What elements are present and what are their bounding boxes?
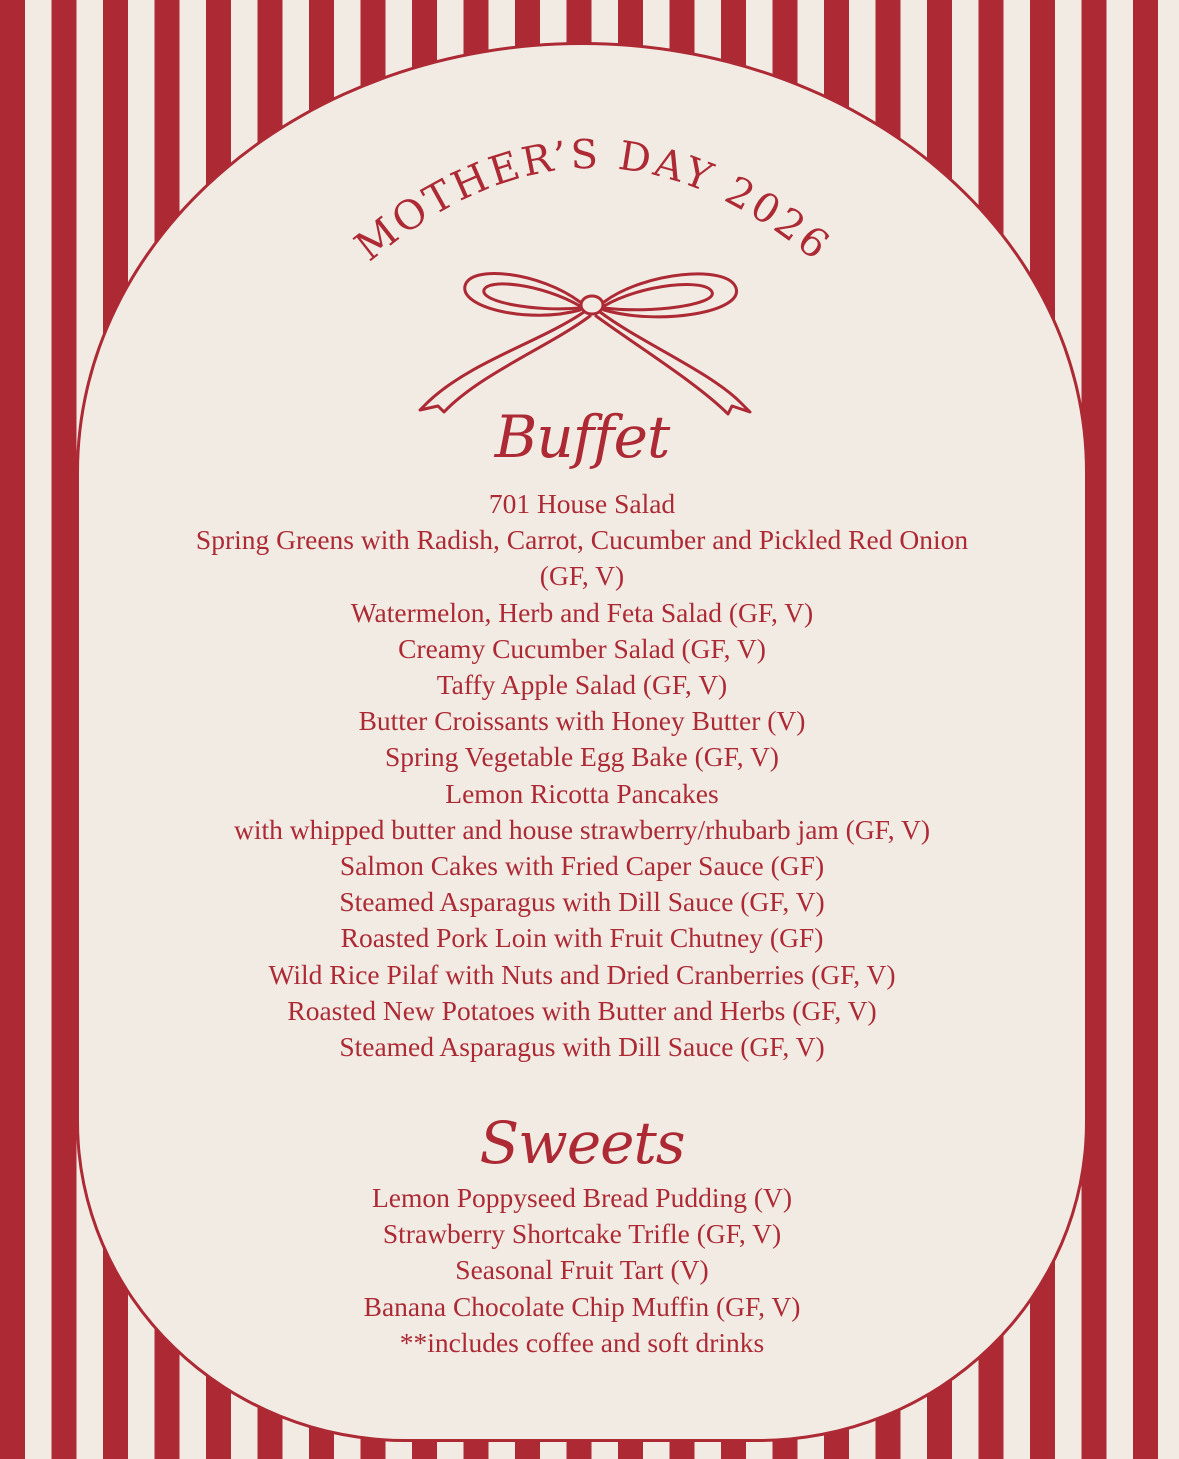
menu-item: Strawberry Shortcake Trifle (GF, V)	[382, 1218, 782, 1250]
menu-item: Creamy Cucumber Salad (GF, V)	[398, 632, 766, 664]
bow-icon	[410, 262, 760, 422]
page-title-text: MOTHER’S DAY 2026	[346, 131, 840, 271]
menu-item: Spring Vegetable Egg Bake (GF, V)	[385, 741, 779, 773]
menu-item: 701 House Salad	[488, 488, 676, 519]
menu-item: Steamed Asparagus with Dill Sauce (GF, V)	[339, 886, 825, 918]
menu-item: Steamed Asparagus with Dill Sauce (GF, V)	[339, 1031, 825, 1063]
menu-item: Lemon Poppyseed Bread Pudding (V)	[371, 1182, 793, 1213]
menu-item: Butter Croissants with Honey Butter (V)	[358, 705, 806, 737]
buffet-list	[76, 486, 1088, 1065]
menu-item: Salmon Cakes with Fried Caper Sauce (GF)	[339, 850, 825, 882]
menu-item: Watermelon, Herb and Feta Salad (GF, V)	[350, 596, 814, 628]
buffet-heading: Buffet	[494, 403, 670, 471]
menu-item: Seasonal Fruit Tart (V)	[455, 1254, 709, 1286]
menu-item: Taffy Apple Salad (GF, V)	[436, 669, 728, 701]
menu-item: with whipped butter and house strawberry/rhubarb jam (GF, V)	[233, 813, 931, 845]
menu-item: Lemon Ricotta Pancakes	[445, 777, 719, 809]
menu-item: Banana Chocolate Chip Muffin (GF, V)	[363, 1290, 801, 1322]
menu-item: Spring Greens with Radish, Carrot, Cucumber and Pickled Red Onion	[195, 524, 969, 556]
footnote: **includes coffee and soft drinks	[399, 1326, 765, 1358]
menu-item: Wild Rice Pilaf with Nuts and Dried Cranberries (GF, V)	[268, 958, 896, 990]
sweets-list	[76, 1180, 1088, 1361]
sweets-heading: Sweets	[479, 1109, 685, 1177]
menu-item: (GF, V)	[539, 560, 625, 592]
menu-item: Roasted Pork Loin with Fruit Chutney (GF)	[340, 922, 824, 954]
menu-item: Roasted New Potatoes with Butter and Herbs (GF, V)	[287, 994, 877, 1026]
